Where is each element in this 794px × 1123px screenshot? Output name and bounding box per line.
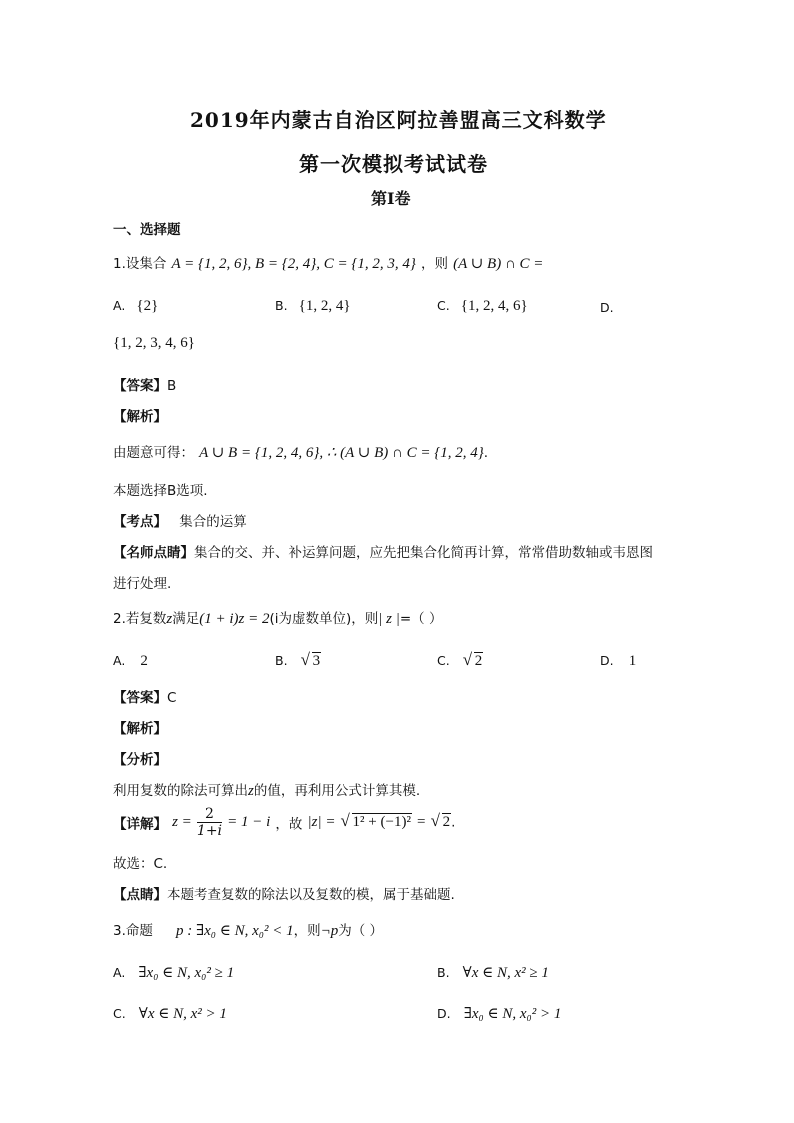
q3-end: 为（ ）	[338, 923, 384, 939]
q2-mid: 满足	[172, 611, 200, 627]
fraction-numerator: 2	[197, 806, 222, 823]
question-2	[113, 607, 442, 628]
option-value: ∀x ∈ N, x² ≥ 1	[462, 965, 549, 981]
q2-fenxi-label: 【分析】	[113, 752, 167, 768]
sqrt-expression: √ 3	[300, 650, 321, 669]
tip-line-1: 集合的交、并、补运算问题，应先把集合化简再计算，常常借助数轴或韦恩图	[194, 545, 653, 561]
q2-answer	[113, 686, 176, 706]
option-value: {1, 2, 4}	[298, 298, 351, 314]
q1-tip	[113, 541, 653, 561]
detail-end: .	[451, 814, 456, 831]
q3-option-a	[113, 962, 234, 982]
q2-analysis-label: 【解析】	[113, 721, 167, 737]
option-value: ∃x₀ ∈ N, x₀² ≥ 1	[138, 965, 235, 981]
q2-option-b	[275, 650, 321, 670]
q3-option-d	[437, 1003, 561, 1023]
tip-label: 【点睛】	[113, 887, 167, 903]
detail-eq: =	[417, 814, 426, 830]
q2-abs-z: | z |	[378, 611, 400, 627]
fraction	[197, 806, 222, 839]
exam-subtitle: 第一次模拟考试试卷	[299, 152, 488, 176]
q2-tip	[113, 883, 455, 903]
detail-mid: ，故	[275, 816, 303, 833]
option-letter: C.	[437, 298, 450, 313]
question-1	[113, 252, 543, 273]
analysis-prefix: 由题意可得：	[113, 445, 194, 461]
option-value: 3	[312, 653, 321, 669]
option-value: 2	[140, 653, 148, 669]
option-letter: D.	[437, 1006, 451, 1021]
fraction-denominator: 1+i	[196, 823, 223, 839]
q3-not-p: ¬p	[320, 923, 339, 939]
option-value: 2	[474, 653, 483, 669]
q3-option-c	[113, 1003, 227, 1023]
option-letter: B.	[275, 653, 288, 668]
option-letter: A.	[113, 653, 126, 668]
detail-lhs: z =	[172, 814, 192, 830]
q2-option-c	[437, 650, 483, 670]
q2-prefix: 2.若复数	[113, 611, 167, 627]
option-value: {1, 2, 4, 6}	[460, 298, 528, 314]
option-letter: A.	[113, 298, 126, 313]
option-letter: B.	[275, 298, 288, 313]
option-value: 1	[628, 653, 637, 669]
q1-answer	[113, 374, 176, 394]
kaodian-text: 集合的运算	[179, 514, 247, 530]
q2-paren: (i为虚数单位)，则	[269, 611, 379, 627]
q1-ask-expr: (A ∪ B) ∩ C =	[453, 256, 544, 272]
kaodian-label: 【考点】	[113, 514, 167, 530]
q3-prefix: 3.命题	[113, 923, 153, 939]
q1-prefix: 1.设集合	[113, 256, 167, 272]
fenxi-text-b: 的值，再利用公式计算其模.	[253, 783, 421, 799]
detail-abs: |z| =	[307, 814, 336, 830]
fenxi-z: z	[248, 783, 254, 799]
q1-option-d	[600, 297, 614, 316]
volume-label: 第I卷	[371, 189, 411, 208]
answer-label: 【答案】	[113, 690, 167, 706]
q1-option-d-value: {1, 2, 3, 4, 6}	[113, 335, 195, 351]
q2-end: =（ ）	[399, 611, 443, 627]
sqrt-expression: √ 2	[462, 650, 483, 669]
q1-option-c	[437, 295, 528, 315]
q3-mid: ，则	[293, 923, 321, 939]
q2-z: z	[166, 611, 173, 627]
detail-sqrt-body: 1² + (−1)²	[352, 814, 411, 830]
sqrt-expression: √ 1² + (−1)²	[340, 811, 411, 830]
option-letter: D.	[600, 300, 614, 315]
detail-rhs: = 1 − i	[227, 814, 271, 830]
option-letter: B.	[437, 965, 450, 980]
section-heading: 一、选择题	[113, 222, 181, 238]
analysis-end: .	[483, 445, 488, 461]
exam-title: 2019年内蒙古自治区阿拉善盟高三文科数学	[190, 108, 607, 132]
tip-label: 【名师点睛】	[113, 545, 194, 561]
option-value: ∃x₀ ∈ N, x₀² > 1	[463, 1006, 562, 1022]
fenxi-text-a: 利用复数的除法可算出	[113, 783, 248, 799]
option-value: ∀x ∈ N, x² > 1	[138, 1006, 227, 1022]
q1-kaodian	[113, 510, 247, 530]
q2-choose: 故选：C.	[113, 856, 168, 872]
question-3	[113, 919, 383, 940]
q1-sets: A = {1, 2, 6}, B = {2, 4}, C = {1, 2, 3, 4}	[171, 256, 416, 272]
sqrt-expression: √ 2	[430, 811, 451, 830]
q2-fenxi	[113, 779, 420, 800]
q1-option-b	[275, 295, 351, 315]
answer-value: B	[167, 378, 177, 394]
option-letter: C.	[437, 653, 450, 668]
q1-option-a	[113, 295, 158, 315]
q2-option-a	[113, 650, 148, 670]
option-letter: A.	[113, 965, 126, 980]
q1-ask-text: ，则	[421, 256, 448, 272]
q2-detail	[113, 806, 455, 839]
q1-analysis-label: 【解析】	[113, 409, 167, 425]
option-letter: C.	[113, 1006, 126, 1021]
q1-choose: 本题选择B选项.	[113, 483, 208, 499]
q1-tip-line-2: 进行处理.	[113, 576, 172, 592]
answer-value: C	[167, 690, 177, 706]
answer-label: 【答案】	[113, 378, 167, 394]
q1-analysis	[113, 441, 488, 462]
q2-equation: (1 + i)z = 2	[199, 611, 270, 627]
q3-option-b	[437, 962, 549, 982]
detail-result: 2	[442, 814, 451, 830]
q2-option-d	[600, 650, 636, 670]
q3-proposition: p : ∃x₀ ∈ N, x₀² < 1	[175, 923, 294, 939]
tip-text: 本题考查复数的除法以及复数的模，属于基础题.	[167, 887, 455, 903]
option-letter: D.	[600, 653, 614, 668]
detail-label: 【详解】	[113, 816, 167, 833]
option-value: {2}	[136, 298, 159, 314]
analysis-expr: A ∪ B = {1, 2, 4, 6}, ∴ (A ∪ B) ∩ C = {1, 2, 4}	[199, 445, 484, 461]
